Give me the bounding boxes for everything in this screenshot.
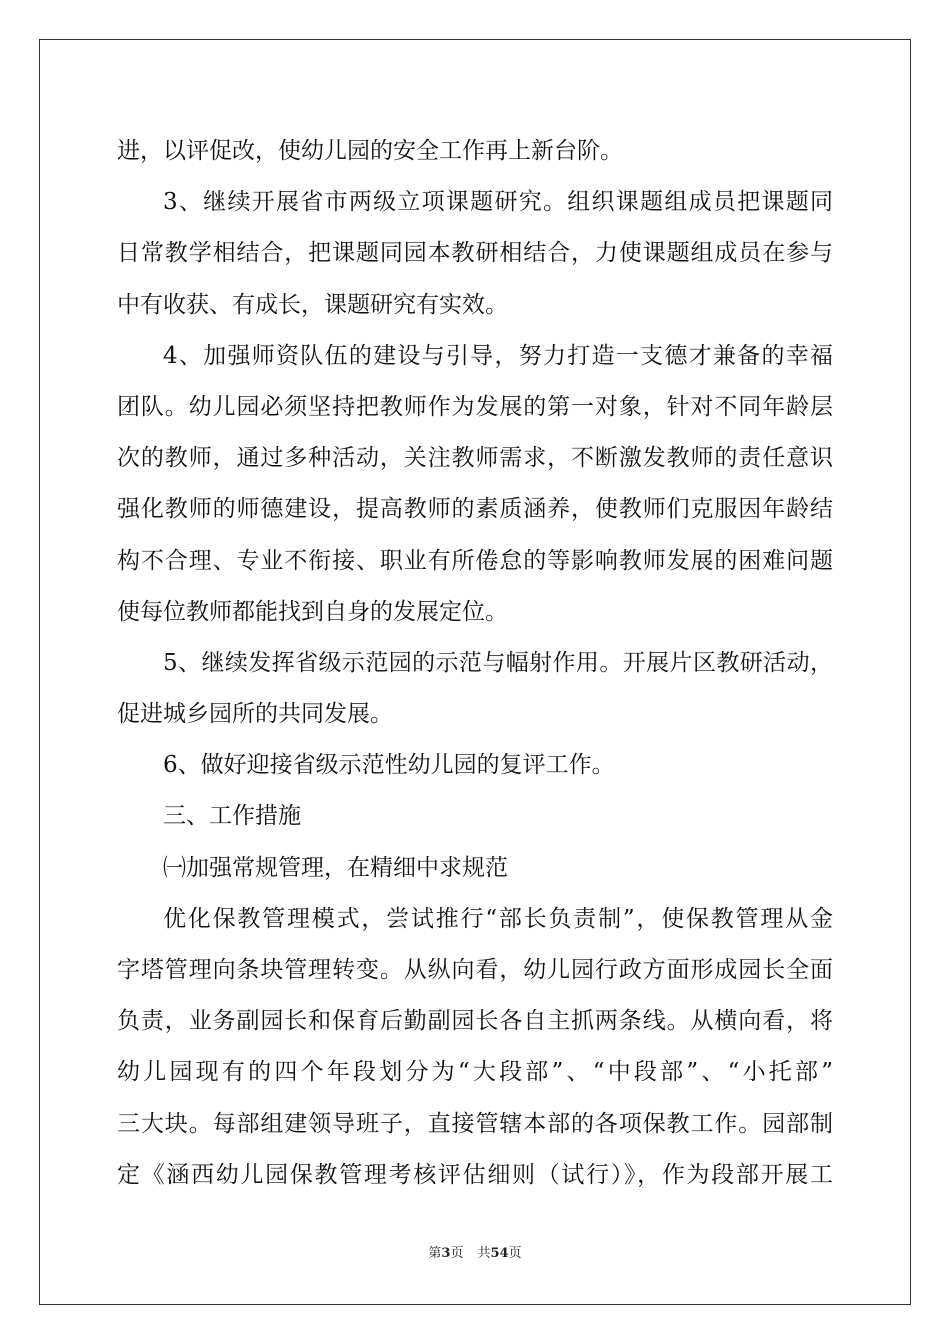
text-line: 6、做好迎接省级示范性幼儿园的复评工作。 xyxy=(163,752,615,779)
total-pages: 54 xyxy=(490,1246,509,1261)
text-line: 进，以评促改，使幼儿园的安全工作再上新台阶。 xyxy=(117,138,623,164)
total-suffix: 页 xyxy=(508,1246,522,1261)
total-prefix: 共 xyxy=(477,1246,491,1261)
text-line: 优化保教管理模式，尝试推行“部长负责制”，使保教管理从金 xyxy=(163,905,833,932)
text-line: 定《涵西幼儿园保教管理考核评估细则（试行）》，作为段部开展工 xyxy=(117,1161,833,1188)
text-line: 次的教师，通过多种活动，关注教师需求，不断激发教师的责任意识 xyxy=(117,445,833,472)
text-line: 幼儿园现有的四个年段划分为“大段部”、“中段部”、“小托部” xyxy=(117,1059,833,1086)
section-heading: 三、工作措施 xyxy=(163,803,301,830)
page-suffix: 页 xyxy=(450,1246,464,1261)
text-line: 构不合理、专业不衔接、职业有所倦怠的等影响教师发展的困难问题 xyxy=(117,547,833,574)
page-footer xyxy=(0,1242,950,1261)
document-body xyxy=(117,126,833,1201)
text-line: 使每位教师都能找到自身的发展定位。 xyxy=(117,598,508,625)
text-line: 三大块。每部组建领导班子，直接管辖本部的各项保教工作。园部制 xyxy=(117,1110,833,1137)
page-prefix: 第 xyxy=(428,1246,442,1261)
text-line: 负责，业务副园长和保育后勤副园长各自主抓两条线。从横向看，将 xyxy=(117,1008,833,1035)
text-line: 日常教学相结合，把课题同园本教研相结合，力使课题组成员在参与 xyxy=(117,240,833,267)
text-line: 4、加强师资队伍的建设与引导，努力打造一支德才兼备的幸福 xyxy=(163,342,833,369)
subsection-heading: ㈠加强常规管理，在精细中求规范 xyxy=(163,854,508,881)
text-line: 促进城乡园所的共同发展。 xyxy=(117,701,393,728)
text-line: 字塔管理向条块管理转变。从纵向看，幼儿园行政方面形成园长全面 xyxy=(117,957,833,983)
text-line: 团队。幼儿园必须坚持把教师作为发展的第一对象，针对不同年龄层 xyxy=(117,393,833,420)
text-line: 中有收获、有成长，课题研究有实效。 xyxy=(117,291,508,318)
text-line: 强化教师的师德建设，提高教师的素质涵养，使教师们克服因年龄结 xyxy=(117,496,833,523)
text-line: 3、继续开展省市两级立项课题研究。组织课题组成员把课题同 xyxy=(163,189,833,216)
page-number: 3 xyxy=(441,1246,451,1261)
text-line: 5、继续发挥省级示范园的示范与幅射作用。开展片区教研活动， xyxy=(163,649,833,676)
